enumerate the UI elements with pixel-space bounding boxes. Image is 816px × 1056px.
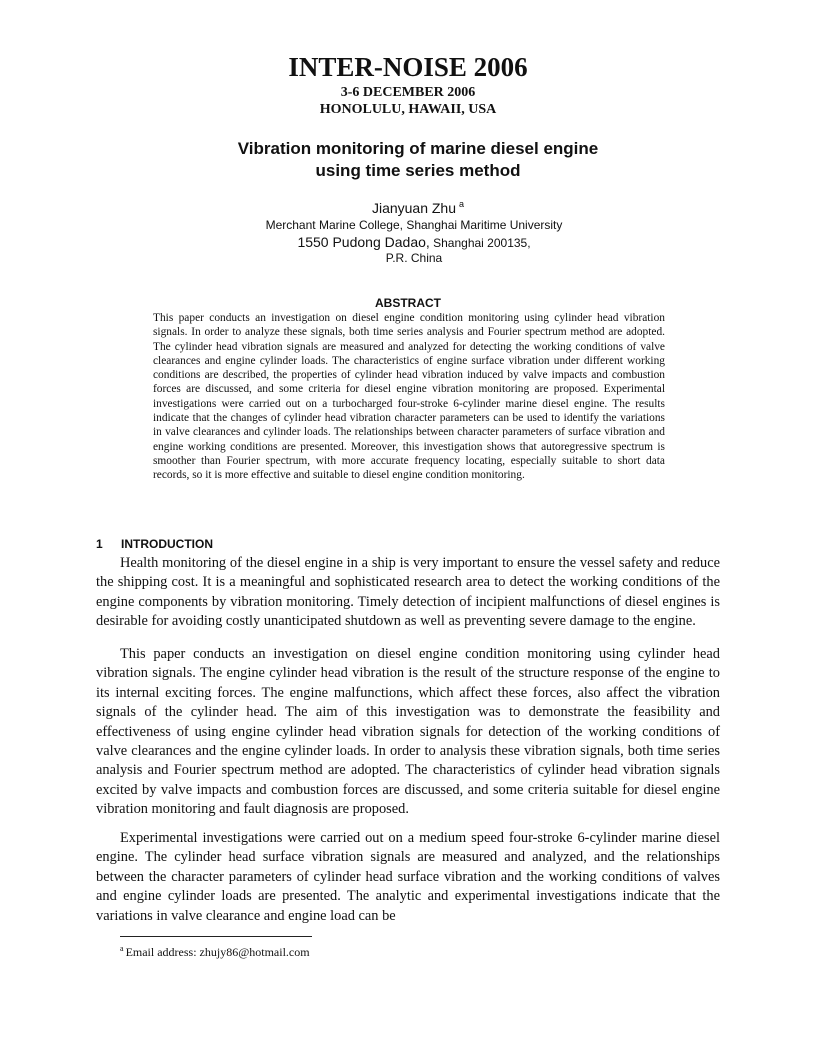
author-name: Jianyuan Zhu bbox=[371, 200, 457, 216]
abstract-heading: ABSTRACT bbox=[375, 296, 441, 310]
affiliation-city: Shanghai 200135, bbox=[433, 236, 531, 250]
intro-paragraph-1: Health monitoring of the diesel engine in a ship is very important to ensure the vessel safety and reduce the shipping cost. It is a meaningful and sophisticated research area to detect the working conditions of the engine components by vibration monitoring. Timely detection of incipient malfunctions of diesel engines is desirable for avoiding costly unanticipated shutdown as well as preventing severe damage to the engine. bbox=[96, 555, 720, 630]
paper-title-line-1: Vibration monitoring of marine diesel engine bbox=[237, 139, 599, 158]
conference-location: HONOLULU, HAWAII, USA bbox=[319, 102, 497, 117]
footnote-marker: a bbox=[120, 944, 124, 953]
affiliation-line-2 bbox=[0, 234, 816, 250]
affiliation-country: P.R. China bbox=[385, 251, 443, 265]
affiliation-address: 1550 Pudong Dadao, bbox=[297, 234, 430, 250]
intro-paragraph-2: This paper conducts an investigation on diesel engine condition monitoring using cylinder head vibration signals. The engine cylinder head vibration is the result of the structure response of the engine to its internal exciting forces. The engine malfunctions, which affect these forces, also affect the vibration signals of the cylinder head. The aim of this investigation was to demonstrate the feasibility and effectiveness of using engine cylinder head vibration signals for detection of the working conditions of valve clearances and the engine cylinder loads. In order to analysis these vibration signals, both time series analysis and Fourier spectrum method are adopted. The characteristics of cylinder head vibration signals excited by valve impacts and combustion forces are discussed, and some criteria suitable for diesel engine vibration monitoring and fault diagnosis are proposed. bbox=[96, 646, 720, 818]
section-title: INTRODUCTION bbox=[121, 537, 213, 551]
intro-paragraph-3: Experimental investigations were carried out on a medium speed four-stroke 6-cylinder marine diesel engine. The cylinder head surface vibration signals are measured and analyzed, and the relationships between the character parameters of cylinder head surface vibration and the working conditions of valves and engine cylinder loads are presented. The analytic and experimental investigations indicate that the variations in valve clearance and engine load can be bbox=[96, 830, 720, 924]
section-number: 1 bbox=[96, 537, 103, 551]
author-footnote-marker: a bbox=[459, 199, 465, 209]
author-line bbox=[0, 199, 816, 216]
conference-title: INTER-NOISE 2006 bbox=[288, 52, 528, 82]
footnote-email: Email address: zhujy86@hotmail.com bbox=[125, 945, 310, 959]
paper-title-line-2: using time series method bbox=[315, 161, 521, 180]
footnote-rule bbox=[120, 936, 312, 937]
footnote bbox=[120, 944, 310, 960]
paper-title bbox=[0, 138, 816, 182]
abstract-text: This paper conducts an investigation on diesel engine condition monitoring using cylinder head vibration signals. In order to analyze these signals, both time series analysis and Fourier spectrum method are adopted. The cylinder head vibration signals are measured and analyzed for detecting the working conditions of valve clearances and engine cylinder loads. The characteristics of engine surface vibration under different working conditions are described, the properties of cylinder head vibration induced by valve impacts and combustion forces are discussed, and some criteria for diesel engine vibration monitoring are proposed. Experimental investigations were carried out on a turbocharged four-stroke 6-cylinder marine diesel engine. The results indicate that the changes of cylinder head vibration character parameters can be used to identify the variations in valve clearances and cylinder loads. The relationships between character parameters of surface vibration and engine working conditions are presented. Moreover, this investigation shows that autoregressive spectrum is smoother than Fourier spectrum, with more accurate frequency locating, especially suitable to short data records, so it is more effective and suitable to diesel engine condition monitoring. bbox=[153, 312, 665, 482]
section-heading-introduction bbox=[96, 537, 213, 551]
affiliation-line-1: Merchant Marine College, Shanghai Maritime University bbox=[265, 218, 563, 232]
conference-dates: 3-6 DECEMBER 2006 bbox=[340, 85, 476, 100]
